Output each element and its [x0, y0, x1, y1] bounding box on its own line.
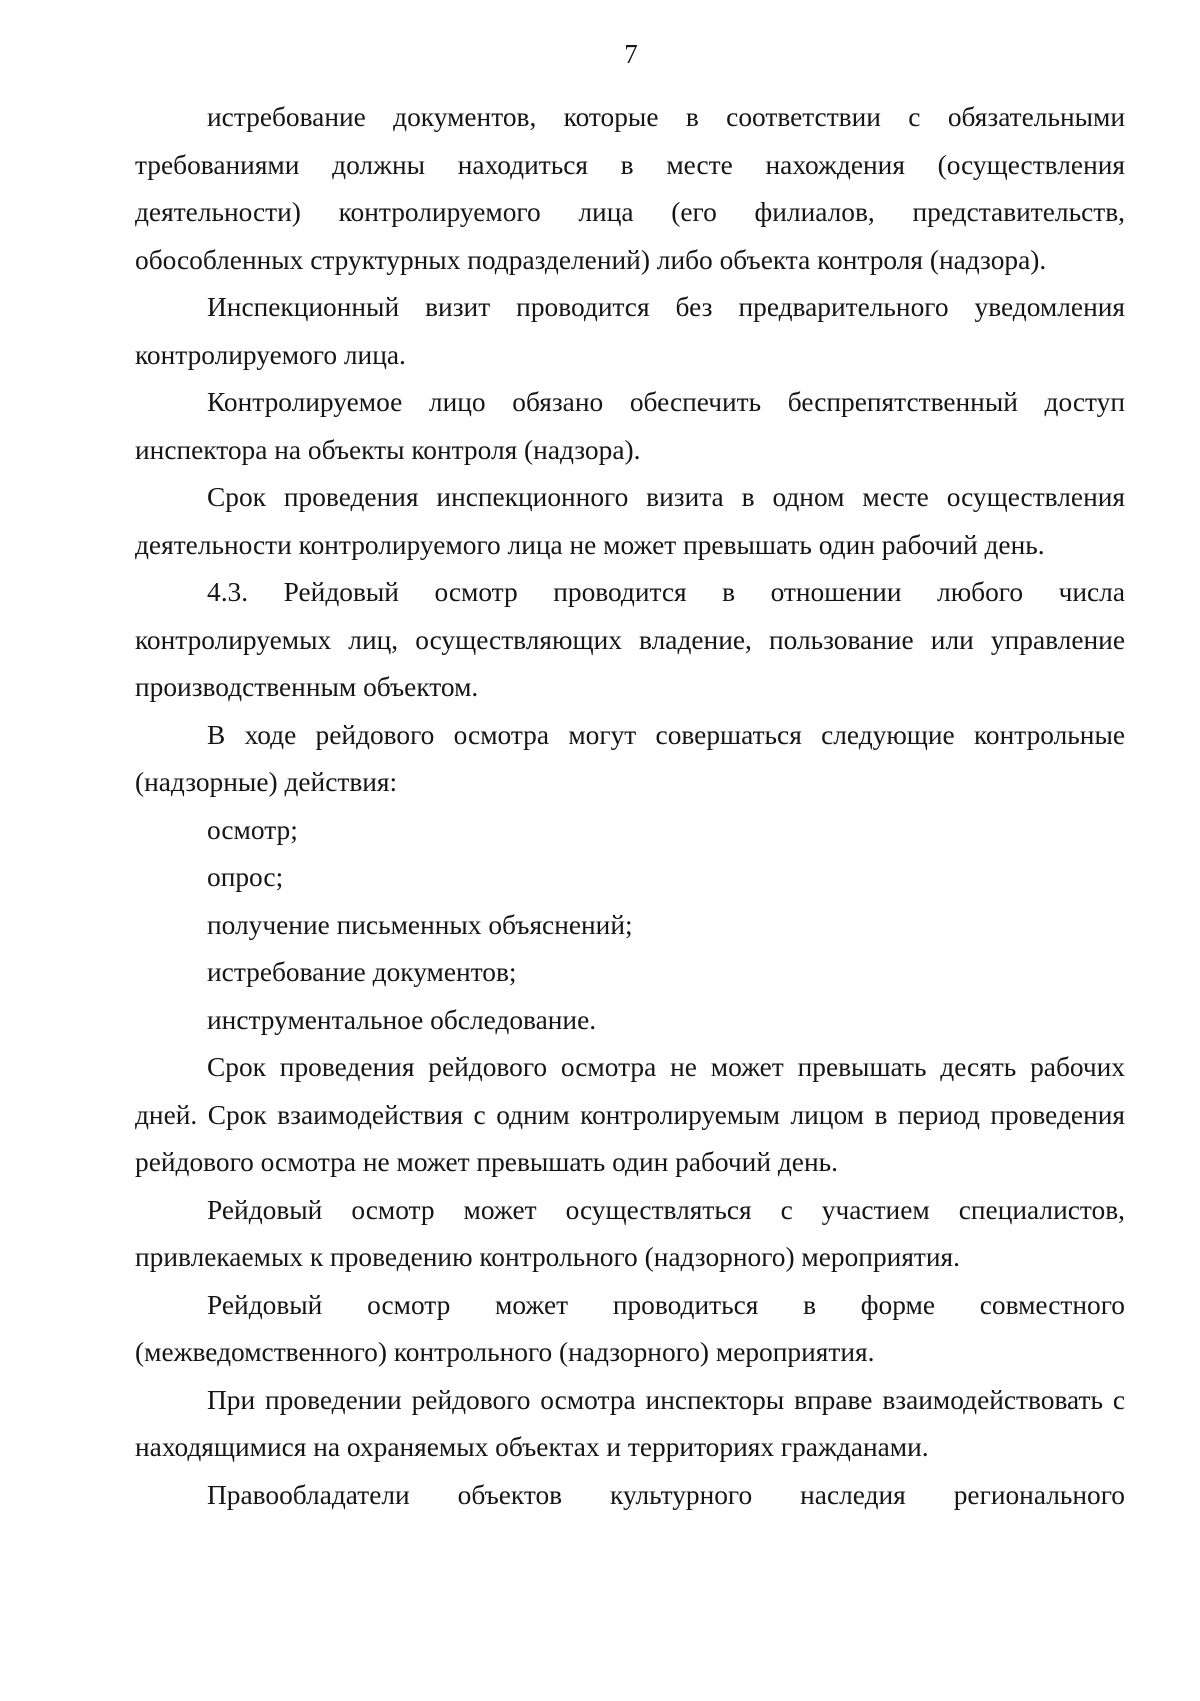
list-item-inspection: осмотр;: [207, 814, 298, 845]
paragraph-citizens-interaction: При проведении рейдового осмотра инспекторы вправе взаимодействовать с находящимися на охраняемых объектах и территориях гражданами.: [135, 1384, 1125, 1462]
paragraph-raid-duration: Срок проведения рейдового осмотра не может превышать десять рабочих дней. Срок взаимодействия с одним контролируемым лицом в период проведения рейдового осмотра не может превышать один рабочий день.: [135, 1052, 1125, 1177]
page-number: 7: [624, 39, 638, 69]
document-body: [135, 94, 1125, 1519]
paragraph-raid-inspection: 4.3. Рейдовый осмотр проводится в отношении любого числа контролируемых лиц, осуществляющих владение, пользование или управление производственным объектом.: [135, 577, 1125, 702]
list-item-survey: опрос;: [207, 862, 284, 892]
list-item-document-request: истребование документов;: [207, 957, 517, 987]
paragraph-access-obligation: Контролируемое лицо обязано обеспечить беспрепятственный доступ инспектора на объекты контроля (надзора).: [135, 387, 1125, 465]
list-item-written-explanations: получение письменных объяснений;: [207, 909, 633, 940]
paragraph-document-request: истребование документов, которые в соответствии с обязательными требованиями должны находиться в месте нахождения (осуществления деятельности) контролируемого лица (его филиалов, представительств, обособленных структурных подразделений) либо объекта контроля (надзора).: [135, 102, 1125, 275]
paragraph-specialists: Рейдовый осмотр может осуществляться с участием специалистов, привлекаемых к проведению контрольного (надзорного) мероприятия.: [135, 1194, 1125, 1272]
paragraph-inspection-duration: Срок проведения инспекционного визита в одном месте осуществления деятельности контролируемого лица не может превышать один рабочий день.: [135, 482, 1125, 560]
paragraph-raid-actions-intro: В ходе рейдового осмотра могут совершаться следующие контрольные (надзорные) действия:: [135, 719, 1125, 797]
paragraph-heritage-owners: Правообладатели объектов культурного наследия регионального: [207, 1479, 1125, 1510]
paragraph-inspection-no-notice: Инспекционный визит проводится без предварительного уведомления контролируемого лица.: [135, 292, 1125, 370]
paragraph-joint-event: Рейдовый осмотр может проводиться в форме совместного (межведомственного) контрольного (надзорного) мероприятия.: [135, 1289, 1125, 1367]
list-item-instrumental-examination: инструментальное обследование.: [207, 1004, 597, 1035]
